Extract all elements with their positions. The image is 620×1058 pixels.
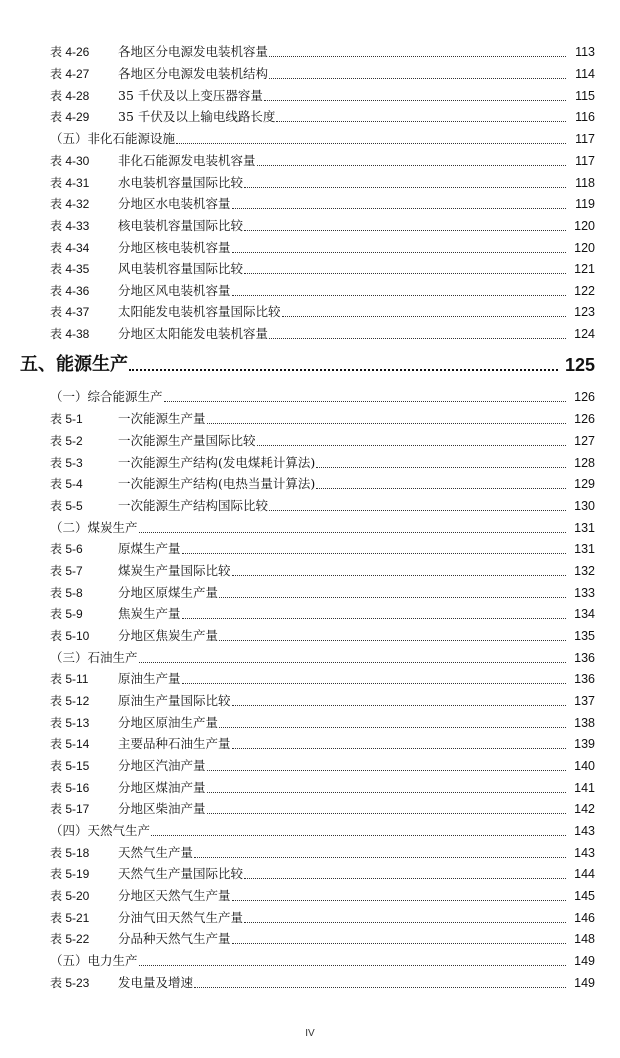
dot-leader xyxy=(257,445,566,446)
dot-leader xyxy=(139,532,566,533)
page-number-footer: IV xyxy=(305,1028,315,1039)
toc-entry-title: 分地区柴油产量 xyxy=(118,801,206,816)
toc-table-entry[interactable] xyxy=(0,407,620,427)
toc-table-entry[interactable] xyxy=(0,236,620,256)
toc-page-number: 123 xyxy=(574,305,595,319)
dot-leader xyxy=(244,187,566,188)
toc-entry-title: 水电装机容量国际比较 xyxy=(118,175,244,190)
toc-table-entry[interactable] xyxy=(0,40,620,60)
toc-entry-title: （五）非化石能源设施 xyxy=(50,131,176,146)
toc-entry-label xyxy=(50,44,268,60)
toc-entry-label xyxy=(50,109,275,125)
toc-page-number: 132 xyxy=(574,564,595,578)
dot-leader xyxy=(269,56,566,57)
toc-entry-label xyxy=(50,131,175,147)
toc-page-number: 141 xyxy=(574,781,595,795)
toc-entry-title: 一次能源生产量国际比较 xyxy=(118,433,256,448)
toc-table-entry[interactable] xyxy=(0,429,620,449)
dot-leader xyxy=(264,100,566,101)
toc-table-number: 表 5-2 xyxy=(50,434,83,448)
toc-entry-label xyxy=(50,628,218,644)
toc-page-number: 139 xyxy=(574,737,595,751)
dot-leader xyxy=(276,121,566,122)
toc-entry-title: 分地区太阳能发电装机容量 xyxy=(118,326,269,341)
toc-entry-label xyxy=(50,931,231,947)
toc-entry-title: 分地区焦炭生产量 xyxy=(118,628,219,643)
toc-page-number: 144 xyxy=(574,867,595,881)
toc-entry-title: 分地区煤油产量 xyxy=(118,780,206,795)
dot-leader xyxy=(232,208,566,209)
toc-entry-title: 一次能源生产量 xyxy=(118,411,206,426)
toc-entry-title: （一）综合能源生产 xyxy=(50,389,163,404)
toc-entry-label xyxy=(20,354,128,376)
toc-page-number: 137 xyxy=(574,694,595,708)
toc-table-entry[interactable] xyxy=(0,494,620,514)
dot-leader xyxy=(207,770,566,771)
toc-entry-title: 分地区原煤生产量 xyxy=(118,585,219,600)
dot-leader xyxy=(151,835,566,836)
toc-entry-label xyxy=(50,476,315,492)
toc-entry-label xyxy=(50,758,206,774)
toc-entry-label xyxy=(50,304,281,320)
toc-entry-title: （五）电力生产 xyxy=(50,953,138,968)
toc-entry-label xyxy=(50,153,256,169)
toc-entry-title: 天然气生产量国际比较 xyxy=(118,866,244,881)
dot-leader xyxy=(182,683,566,684)
toc-entry-label xyxy=(50,196,231,212)
dot-leader xyxy=(207,813,566,814)
toc-entry-label xyxy=(50,66,268,82)
toc-entry-label xyxy=(50,650,138,666)
toc-entry-label xyxy=(50,736,231,752)
toc-table-number: 表 4-27 xyxy=(50,67,90,81)
toc-table-number: 表 5-1 xyxy=(50,412,83,426)
toc-table-number: 表 4-29 xyxy=(50,110,90,124)
toc-entry-title: 分地区水电装机容量 xyxy=(118,196,231,211)
toc-table-entry[interactable] xyxy=(0,581,620,601)
dot-leader xyxy=(232,748,566,749)
toc-page-number: 131 xyxy=(574,542,595,556)
toc-page-number: 131 xyxy=(574,521,595,535)
toc-entry-label xyxy=(50,240,231,256)
toc-section-entry[interactable] xyxy=(0,819,620,839)
toc-page-number: 117 xyxy=(575,132,595,146)
toc-entry-title: 分地区天然气生产量 xyxy=(118,888,231,903)
toc-table-entry[interactable] xyxy=(0,971,620,991)
toc-table-number: 表 5-5 xyxy=(50,499,83,513)
toc-entry-label xyxy=(50,520,138,536)
toc-table-entry[interactable] xyxy=(0,559,620,579)
toc-entry-title: 天然气生产量 xyxy=(118,845,194,860)
toc-entry-label xyxy=(50,411,206,427)
toc-table-entry[interactable] xyxy=(0,797,620,817)
toc-entry-title: 一次能源生产结构(电热当量计算法) xyxy=(118,476,316,491)
dot-leader xyxy=(139,965,566,966)
toc-table-entry[interactable] xyxy=(0,279,620,299)
toc-table-number: 表 4-30 xyxy=(50,154,90,168)
toc-table-number: 表 5-20 xyxy=(50,889,90,903)
toc-table-entry[interactable] xyxy=(0,192,620,212)
toc-entry-title: 分地区汽油产量 xyxy=(118,758,206,773)
toc-table-entry[interactable] xyxy=(0,624,620,644)
toc-entry-label xyxy=(50,175,243,191)
toc-table-number: 表 4-33 xyxy=(50,219,90,233)
toc-table-entry[interactable] xyxy=(0,300,620,320)
toc-table-number: 表 5-14 xyxy=(50,737,90,751)
toc-page-number: 143 xyxy=(574,846,595,860)
toc-entry-title: 一次能源生产结构(发电煤耗计算法) xyxy=(118,455,316,470)
toc-page-number: 113 xyxy=(575,45,595,59)
toc-table-entry[interactable] xyxy=(0,841,620,861)
toc-table-number: 表 5-16 xyxy=(50,781,90,795)
dot-leader xyxy=(182,618,566,619)
dot-leader xyxy=(207,792,566,793)
toc-entry-label xyxy=(50,563,231,579)
toc-entry-title: 分地区核电装机容量 xyxy=(118,240,231,255)
dot-leader xyxy=(269,338,566,339)
toc-entry-label xyxy=(50,88,263,104)
toc-table-entry[interactable] xyxy=(0,451,620,471)
toc-entry-label xyxy=(50,261,243,277)
toc-page-number: 126 xyxy=(574,390,595,404)
toc-table-number: 表 4-28 xyxy=(50,89,90,103)
dot-leader xyxy=(244,273,566,274)
toc-page-number: 120 xyxy=(574,241,595,255)
toc-entry-label xyxy=(50,541,181,557)
toc-entry-label xyxy=(50,389,163,405)
toc-table-number: 表 5-19 xyxy=(50,867,90,881)
toc-table-entry[interactable] xyxy=(0,214,620,234)
dot-leader xyxy=(219,597,566,598)
toc-entry-title: 各地区分电源发电装机容量 xyxy=(118,44,269,59)
toc-page-number: 117 xyxy=(575,154,595,168)
toc-table-entry[interactable] xyxy=(0,62,620,82)
dot-leader xyxy=(139,662,566,663)
toc-entry-label xyxy=(50,823,150,839)
toc-table-number: 表 5-21 xyxy=(50,911,90,925)
toc-table-entry[interactable] xyxy=(0,754,620,774)
toc-page-number: 135 xyxy=(574,629,595,643)
toc-page-number: 120 xyxy=(574,219,595,233)
dot-leader xyxy=(232,705,566,706)
toc-entry-title: 发电量及增速 xyxy=(118,975,194,990)
toc-table-entry[interactable] xyxy=(0,732,620,752)
toc-table-entry[interactable] xyxy=(0,84,620,104)
toc-table-number: 表 4-38 xyxy=(50,327,90,341)
toc-table-entry[interactable] xyxy=(0,906,620,926)
toc-table-entry[interactable] xyxy=(0,776,620,796)
toc-entry-label xyxy=(50,283,231,299)
toc-entry-title: 太阳能发电装机容量国际比较 xyxy=(118,304,281,319)
toc-table-entry[interactable] xyxy=(0,257,620,277)
dot-leader xyxy=(129,369,558,371)
toc-table-entry[interactable] xyxy=(0,472,620,492)
dot-leader xyxy=(232,575,566,576)
toc-entry-title: 原油生产量国际比较 xyxy=(118,693,231,708)
toc-table-number: 表 4-35 xyxy=(50,262,90,276)
toc-page-number: 124 xyxy=(574,327,595,341)
dot-leader xyxy=(269,78,566,79)
toc-entry-title: 分地区风电装机容量 xyxy=(118,283,231,298)
toc-page-number: 118 xyxy=(575,176,595,190)
toc-page-number: 145 xyxy=(574,889,595,903)
dot-leader xyxy=(232,295,566,296)
toc-table-number: 表 5-4 xyxy=(50,477,83,491)
toc-table-number: 表 5-18 xyxy=(50,846,90,860)
dot-leader xyxy=(282,316,566,317)
toc-page-number: 129 xyxy=(574,477,595,491)
toc-entry-label xyxy=(50,455,315,471)
toc-table-entry[interactable] xyxy=(0,602,620,622)
toc-page-number: 149 xyxy=(574,954,595,968)
toc-entry-title: 非化石能源发电装机容量 xyxy=(118,153,256,168)
toc-table-number: 表 5-3 xyxy=(50,456,83,470)
toc-table-number: 表 5-10 xyxy=(50,629,90,643)
toc-page-number: 138 xyxy=(574,716,595,730)
dot-leader xyxy=(316,467,566,468)
toc-entry-title: 分地区原油生产量 xyxy=(118,715,219,730)
toc-entry-title: 原煤生产量 xyxy=(118,541,181,556)
toc-table-number: 表 4-34 xyxy=(50,241,90,255)
toc-entry-label xyxy=(50,433,256,449)
toc-table-entry[interactable] xyxy=(0,149,620,169)
dot-leader xyxy=(244,230,566,231)
toc-section-entry[interactable] xyxy=(0,516,620,536)
dot-leader xyxy=(232,252,566,253)
toc-page-number: 122 xyxy=(574,284,595,298)
toc-table-number: 表 4-37 xyxy=(50,305,90,319)
toc-page-number: 130 xyxy=(574,499,595,513)
toc-page-number: 127 xyxy=(574,434,595,448)
toc-table-entry[interactable] xyxy=(0,862,620,882)
toc-table-number: 表 5-23 xyxy=(50,976,90,990)
toc-entry-title: 分品种天然气生产量 xyxy=(118,931,231,946)
toc-table-number: 表 5-6 xyxy=(50,542,83,556)
toc-page-number: 133 xyxy=(574,586,595,600)
toc-entry-title: 焦炭生产量 xyxy=(118,606,181,621)
toc-page-number: 136 xyxy=(574,672,595,686)
toc-table-entry[interactable] xyxy=(0,537,620,557)
dot-leader xyxy=(269,510,566,511)
toc-page-number: 126 xyxy=(574,412,595,426)
toc-entry-label xyxy=(50,218,243,234)
toc-entry-title: （四）天然气生产 xyxy=(50,823,151,838)
toc-entry-label xyxy=(50,715,218,731)
dot-leader xyxy=(219,640,566,641)
toc-page-number: 115 xyxy=(575,89,595,103)
toc-page-number: 136 xyxy=(574,651,595,665)
toc-table-number: 表 5-13 xyxy=(50,716,90,730)
dot-leader xyxy=(232,900,566,901)
toc-table-entry[interactable] xyxy=(0,171,620,191)
toc-entry-label xyxy=(50,953,138,969)
toc-entry-title: 一次能源生产结构国际比较 xyxy=(118,498,269,513)
toc-entry-label xyxy=(50,498,268,514)
dot-leader xyxy=(207,423,566,424)
toc-table-number: 表 5-12 xyxy=(50,694,90,708)
toc-table-number: 表 5-22 xyxy=(50,932,90,946)
dot-leader xyxy=(232,943,566,944)
toc-entry-label xyxy=(50,606,181,622)
toc-table-number: 表 4-32 xyxy=(50,197,90,211)
toc-page-number: 116 xyxy=(575,110,595,124)
toc-page-number: 146 xyxy=(574,911,595,925)
dot-leader xyxy=(194,987,566,988)
toc-page-number: 114 xyxy=(575,67,595,81)
toc-entry-label xyxy=(50,866,243,882)
toc-page-number: 149 xyxy=(574,976,595,990)
dot-leader xyxy=(176,143,566,144)
toc-table-number: 表 5-11 xyxy=(50,672,89,686)
toc-table-number: 表 5-9 xyxy=(50,607,83,621)
dot-leader xyxy=(257,165,566,166)
toc-entry-label xyxy=(50,780,206,796)
toc-table-entry[interactable] xyxy=(0,689,620,709)
toc-table-entry[interactable] xyxy=(0,927,620,947)
toc-table-entry[interactable] xyxy=(0,667,620,687)
toc-section-entry[interactable] xyxy=(0,949,620,969)
toc-entry-label xyxy=(50,888,231,904)
toc-page-number: 134 xyxy=(574,607,595,621)
toc-section-entry[interactable] xyxy=(0,127,620,147)
toc-table-number: 表 5-17 xyxy=(50,802,90,816)
toc-entry-title: 35 千伏及以上输电线路长度 xyxy=(118,109,276,124)
toc-page-number: 119 xyxy=(575,197,595,211)
toc-entry-title: 核电装机容量国际比较 xyxy=(118,218,244,233)
toc-entry-label xyxy=(50,326,268,342)
toc-entry-title: 煤炭生产量国际比较 xyxy=(118,563,231,578)
toc-entry-title: 各地区分电源发电装机结构 xyxy=(118,66,269,81)
toc-entry-label xyxy=(50,910,243,926)
toc-page-number: 140 xyxy=(574,759,595,773)
toc-entry-title: （二）煤炭生产 xyxy=(50,520,138,535)
toc-page-number: 142 xyxy=(574,802,595,816)
toc-page-number: 143 xyxy=(574,824,595,838)
dot-leader xyxy=(164,401,566,402)
toc-table-number: 表 5-7 xyxy=(50,564,83,578)
toc-table-entry[interactable] xyxy=(0,105,620,125)
toc-entry-title: 35 千伏及以上变压器容量 xyxy=(118,88,263,103)
toc-section-entry[interactable] xyxy=(0,385,620,405)
toc-entry-title: 五、能源生产 xyxy=(20,354,128,375)
toc-table-number: 表 4-36 xyxy=(50,284,90,298)
toc-entry-label xyxy=(50,845,193,861)
toc-page-number: 148 xyxy=(574,932,595,946)
toc-table-number: 表 4-26 xyxy=(50,45,90,59)
dot-leader xyxy=(194,857,566,858)
toc-table-number: 表 5-15 xyxy=(50,759,90,773)
toc-entry-label xyxy=(50,671,181,687)
toc-entry-title: 原油生产量 xyxy=(118,671,181,686)
dot-leader xyxy=(182,553,566,554)
toc-page-number: 121 xyxy=(574,262,595,276)
toc-section-entry[interactable] xyxy=(0,646,620,666)
toc-entry-title: 分油气田天然气生产量 xyxy=(118,910,244,925)
dot-leader xyxy=(219,727,566,728)
toc-entry-label xyxy=(50,693,231,709)
toc-entry-label xyxy=(50,585,218,601)
toc-table-number: 表 5-8 xyxy=(50,586,83,600)
toc-page-number: 128 xyxy=(574,456,595,470)
toc-entry-label xyxy=(50,975,193,991)
toc-entry-title: 主要品种石油生产量 xyxy=(118,736,231,751)
dot-leader xyxy=(244,922,566,923)
dot-leader xyxy=(244,878,566,879)
toc-table-entry[interactable] xyxy=(0,322,620,342)
toc-table-entry[interactable] xyxy=(0,711,620,731)
toc-entry-title: （三）石油生产 xyxy=(50,650,138,665)
toc-chapter-heading[interactable] xyxy=(20,350,595,376)
dot-leader xyxy=(316,488,566,489)
toc-page-number: 125 xyxy=(564,355,595,375)
toc-entry-title: 风电装机容量国际比较 xyxy=(118,261,244,276)
toc-table-entry[interactable] xyxy=(0,884,620,904)
toc-table-number: 表 4-31 xyxy=(50,176,90,190)
toc-entry-label xyxy=(50,801,206,817)
